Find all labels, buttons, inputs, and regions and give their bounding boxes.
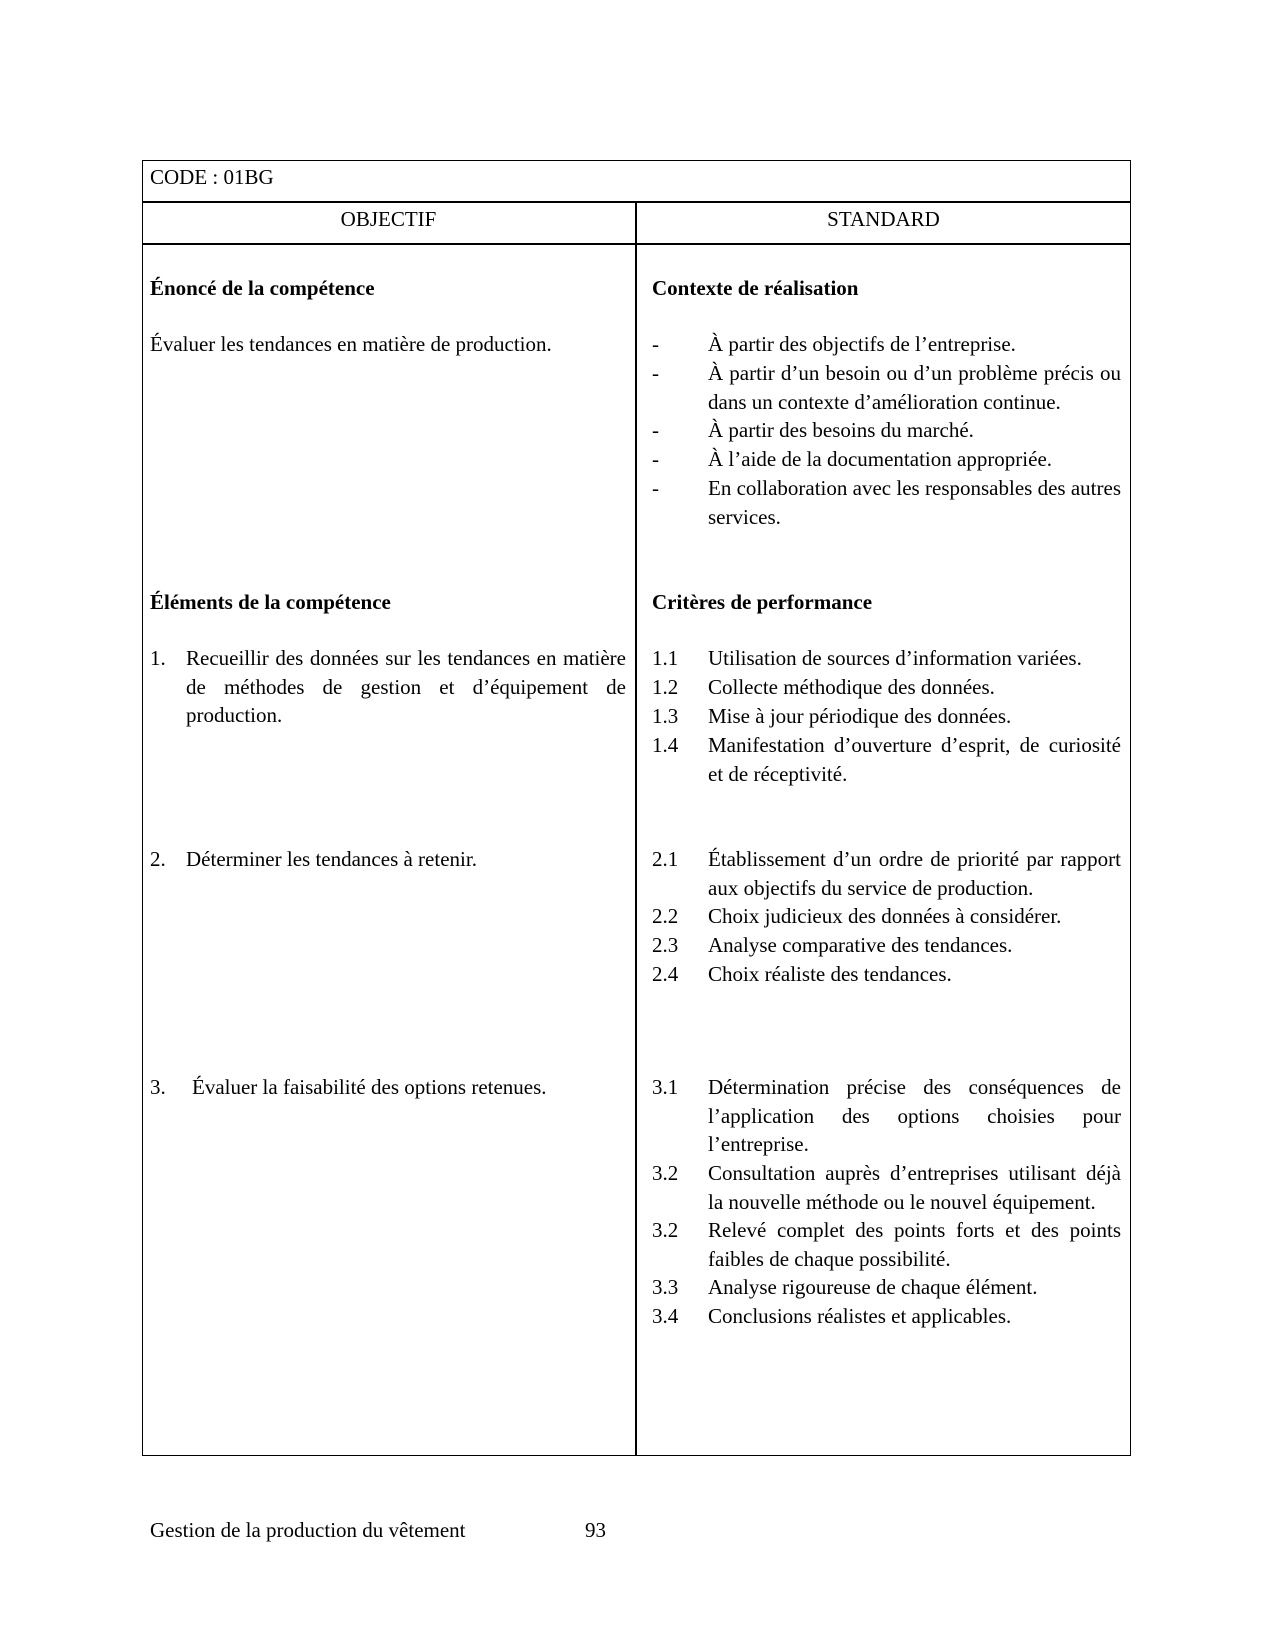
code-label: CODE : 01BG: [150, 165, 274, 189]
list-item: [150, 845, 626, 874]
item-number: 1.4: [652, 733, 679, 757]
item-text: Établissement d’un ordre de priorité par rapport aux objectifs du service de production.: [708, 847, 1121, 900]
list-item: [652, 845, 1121, 902]
list-item: [652, 702, 1121, 731]
item-number: 3.4: [652, 1304, 679, 1328]
heading-elements: Éléments de la compétence: [150, 590, 391, 614]
list-item: [652, 731, 1121, 788]
item-number: 2.1: [652, 847, 679, 871]
item-number: 3.2: [652, 1218, 679, 1242]
item-text: Consultation auprès d’entreprises utilisant déjà la nouvelle méthode ou le nouvel équipement.: [708, 1161, 1121, 1214]
list-item: [652, 673, 1121, 702]
item-text: Utilisation de sources d’information variées.: [708, 646, 1082, 670]
item-number: -: [652, 447, 659, 471]
item-number: 3.: [150, 1075, 166, 1099]
item-text: À l’aide de la documentation appropriée.: [708, 447, 1053, 471]
list-item: [150, 644, 626, 730]
item-text: Manifestation d’ouverture d’esprit, de curiosité et de réceptivité.: [708, 733, 1121, 786]
item-text: Détermination précise des conséquences de l’application des options choisies pour l’entreprise.: [708, 1075, 1121, 1157]
item-number: 1.3: [652, 704, 679, 728]
item-number: 2.2: [652, 904, 679, 928]
item-number: 3.3: [652, 1275, 679, 1299]
item-number: 1.: [150, 646, 166, 670]
footer-title: Gestion de la production du vêtement: [150, 1518, 466, 1542]
item-number: 2.4: [652, 962, 679, 986]
heading-enonce: Énoncé de la compétence: [150, 276, 375, 300]
list-item: [652, 1073, 1121, 1159]
item-text: Conclusions réalistes et applicables.: [708, 1304, 1012, 1328]
item-text: À partir d’un besoin ou d’un problème précis ou dans un contexte d’amélioration continue.: [708, 361, 1121, 414]
item-text: Déterminer les tendances à retenir.: [186, 847, 477, 871]
header-standard: STANDARD: [827, 207, 940, 231]
column-divider: [635, 201, 637, 1456]
list-item: [652, 416, 1121, 445]
item-number: -: [652, 361, 659, 385]
item-number: 3.1: [652, 1075, 679, 1099]
competency-statement: Évaluer les tendances en matière de production.: [150, 332, 552, 356]
item-text: Recueillir des données sur les tendances en matière de méthodes de gestion et d’équipement de production.: [186, 646, 626, 728]
item-number: 2.3: [652, 933, 679, 957]
item-text: Analyse rigoureuse de chaque élément.: [708, 1275, 1038, 1299]
list-item: [652, 960, 1121, 989]
divider: [142, 243, 1131, 245]
heading-contexte: Contexte de réalisation: [652, 276, 859, 300]
list-item: [652, 902, 1121, 931]
list-item: [652, 644, 1121, 673]
item-number: -: [652, 418, 659, 442]
item-number: -: [652, 476, 659, 500]
item-text: Collecte méthodique des données.: [708, 675, 995, 699]
item-text: Choix judicieux des données à considérer.: [708, 904, 1062, 928]
item-number: 3.2: [652, 1161, 679, 1185]
item-text: Évaluer la faisabilité des options retenues.: [192, 1075, 547, 1099]
list-item: [652, 359, 1121, 416]
item-number: -: [652, 332, 659, 356]
item-number: 1.1: [652, 646, 679, 670]
list-item: [652, 1159, 1121, 1216]
divider: [142, 201, 1131, 203]
list-item: [652, 1273, 1121, 1302]
list-item: [150, 1073, 632, 1102]
list-item: [652, 445, 1121, 474]
list-item: [652, 1216, 1121, 1273]
item-text: À partir des besoins du marché.: [708, 418, 974, 442]
item-text: En collaboration avec les responsables des autres services.: [708, 476, 1121, 529]
list-item: [652, 474, 1121, 531]
list-item: [652, 931, 1121, 960]
item-text: Analyse comparative des tendances.: [708, 933, 1013, 957]
heading-criteres: Critères de performance: [652, 590, 873, 614]
item-text: Relevé complet des points forts et des points faibles de chaque possibilité.: [708, 1218, 1121, 1271]
list-item: [652, 330, 1121, 359]
item-number: 1.2: [652, 675, 679, 699]
page-number: 93: [585, 1518, 606, 1542]
item-number: 2.: [150, 847, 166, 871]
header-objectif: OBJECTIF: [340, 207, 437, 231]
item-text: À partir des objectifs de l’entreprise.: [708, 332, 1016, 356]
list-item: [652, 1302, 1121, 1331]
item-text: Mise à jour périodique des données.: [708, 704, 1012, 728]
item-text: Choix réaliste des tendances.: [708, 962, 952, 986]
